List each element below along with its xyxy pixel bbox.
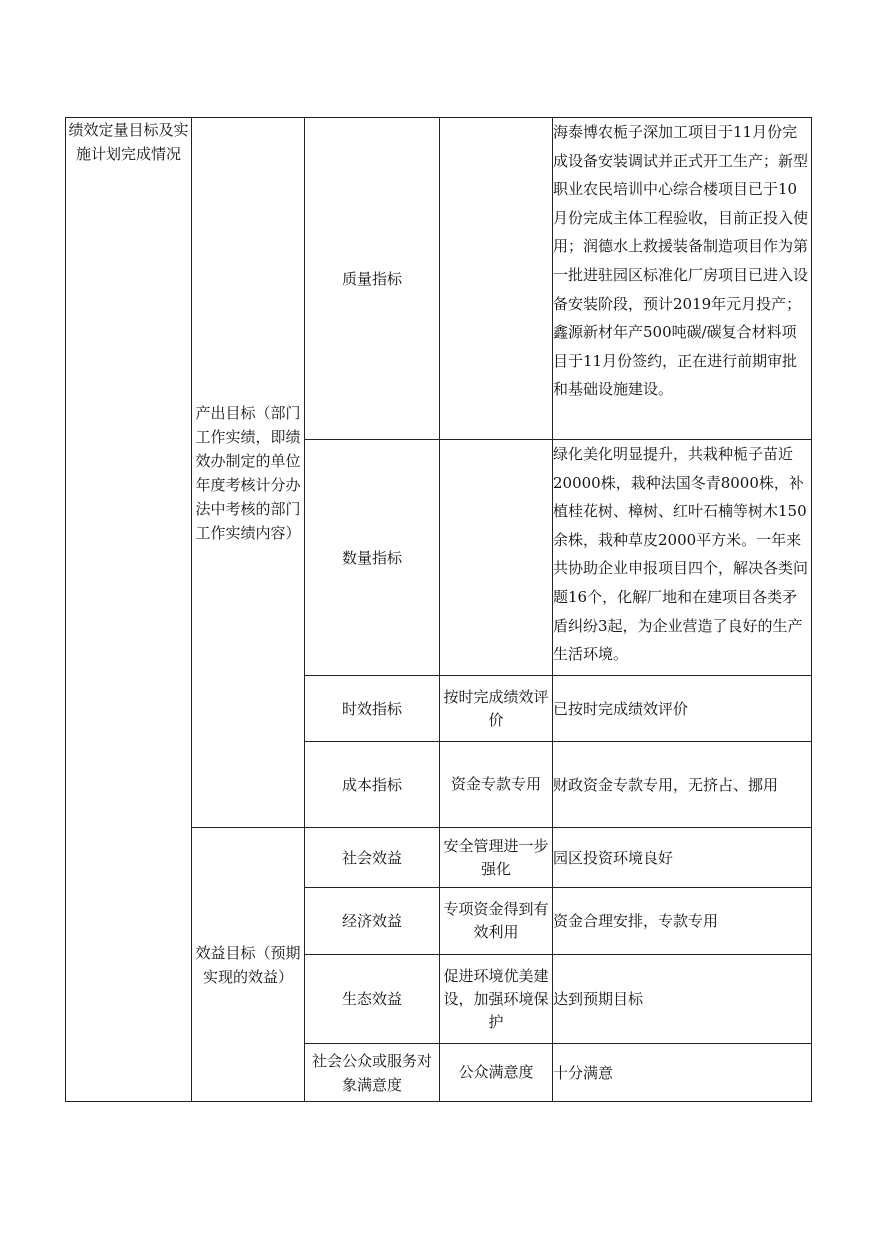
indicator-label: 生态效益 xyxy=(341,990,402,1008)
indicator-cell xyxy=(305,888,440,955)
indicator-cell xyxy=(305,828,440,888)
indicator-label: 时效指标 xyxy=(341,699,402,718)
indicator-label: 社会效益 xyxy=(341,848,402,867)
target-cell xyxy=(440,742,553,828)
result-cell xyxy=(553,440,812,676)
target-cell xyxy=(440,1044,553,1102)
indicator-label: 质量指标 xyxy=(341,269,402,288)
target-cell xyxy=(440,118,553,440)
section-title: 绩效定量目标及实施计划完成情况 xyxy=(68,121,189,163)
indicator-label: 经济效益 xyxy=(341,912,402,930)
indicator-cell xyxy=(305,955,440,1044)
indicator-cell xyxy=(305,118,440,440)
performance-table xyxy=(65,117,812,1102)
result-cell xyxy=(553,676,812,742)
target-value: 资金专款专用 xyxy=(450,775,541,793)
target-cell xyxy=(440,440,553,676)
result-cell xyxy=(553,1044,812,1102)
result-cell xyxy=(553,888,812,955)
indicator-label: 成本指标 xyxy=(341,775,402,794)
result-text: 达到预期目标 xyxy=(553,990,644,1008)
target-cell xyxy=(440,676,553,742)
target-value: 公众满意度 xyxy=(458,1063,534,1081)
indicator-label: 社会公众或服务对象满意度 xyxy=(311,1051,432,1094)
result-cell xyxy=(553,955,812,1044)
target-cell xyxy=(440,888,553,955)
result-text: 绿化美化明显提升，共栽种栀子苗近20000株，栽种法国冬青8000株，补植桂花树、樟树、红叶石楠等树木150余株，栽种草皮2000平方米。一年来共协助企业申报项目四个，解决各类问题16个，化解厂地和在建项目各类矛盾纠纷3起，为企业营造了良好的生产生活环境。 xyxy=(553,445,809,664)
result-text: 财政资金专款专用，无挤占、挪用 xyxy=(553,775,779,794)
indicator-cell xyxy=(305,676,440,742)
indicator-cell xyxy=(305,1044,440,1102)
result-text: 园区投资环境良好 xyxy=(553,848,674,867)
benefit-goal-label: 效益目标（预期实现的效益） xyxy=(195,943,301,986)
target-value: 按时完成绩效评价 xyxy=(443,687,549,729)
result-cell xyxy=(553,828,812,888)
result-cell xyxy=(553,742,812,828)
indicator-cell xyxy=(305,742,440,828)
target-value: 专项资金得到有效利用 xyxy=(443,900,549,941)
target-value: 促进环境优美建设，加强环境保护 xyxy=(443,966,549,1031)
result-text: 十分满意 xyxy=(553,1063,614,1082)
benefit-goal-cell xyxy=(192,828,305,1102)
output-goal-label: 产出目标（部门工作实绩，即绩效办制定的单位年度考核计分办法中考核的部门工作实绩内容） xyxy=(195,403,301,542)
target-cell xyxy=(440,955,553,1044)
target-cell xyxy=(440,828,553,888)
result-text: 已按时完成绩效评价 xyxy=(553,699,689,718)
output-goal-cell xyxy=(192,118,305,828)
target-value: 安全管理进一步强化 xyxy=(443,836,549,878)
indicator-cell xyxy=(305,440,440,676)
result-text: 海泰博农栀子深加工项目于11月份完成设备安装调试并正式开工生产；新型职业农民培训中心综合楼项目已于10月份完成主体工程验收，目前正投入使用；润德水上救援装备制造项目作为第一批进驻园区标准化厂房项目已进入设备安装阶段，预计2019年元月投产；鑫源新材年产500吨碳/碳复合材料项目于11月份签约，正在进行前期审批和基础设施建设。 xyxy=(553,123,809,399)
section-title-cell xyxy=(66,118,192,1102)
result-cell xyxy=(553,118,812,440)
table-row xyxy=(66,118,812,440)
indicator-label: 数量指标 xyxy=(341,548,402,567)
result-text: 资金合理安排，专款专用 xyxy=(553,912,719,930)
